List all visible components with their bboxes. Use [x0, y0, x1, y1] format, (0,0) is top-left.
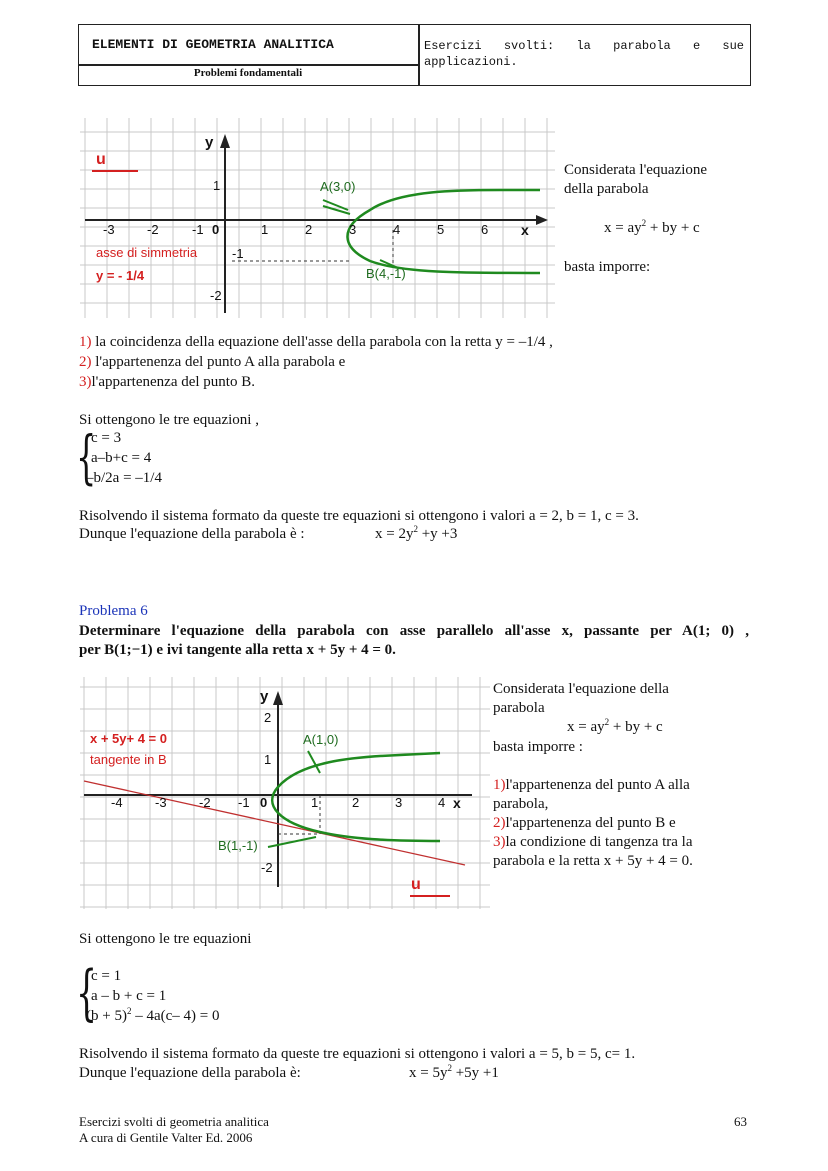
- graph2-x-tick: -2: [199, 795, 211, 810]
- graph1-x-tick: 6: [481, 222, 489, 237]
- graph-2: [80, 677, 490, 909]
- graph1-y-tick-minus1: -1: [232, 246, 244, 261]
- side1-line2: della parabola: [564, 181, 649, 197]
- result1-line2: Dunque l'equazione della parabola è :: [79, 526, 305, 542]
- graph1-x-label: x: [521, 222, 529, 238]
- graph1-x-tick: 2: [305, 222, 313, 237]
- x-axis-arrow: [536, 215, 548, 225]
- graph2-x-tick: 4: [438, 795, 446, 810]
- system1-intro: Si ottengono le tre equazioni ,: [79, 412, 259, 428]
- side2-item: 1)l'appartenenza del punto A alla: [493, 777, 690, 793]
- graph2-x-tick: -1: [238, 795, 250, 810]
- graph1-axis-equation: y = - 1/4: [96, 268, 145, 283]
- system2-eq1: c = 1: [91, 968, 122, 984]
- side1-line3: basta imporre:: [564, 259, 651, 275]
- graph2-x-label: x: [453, 795, 461, 811]
- graph1-x-tick: -1: [192, 222, 204, 237]
- system2-eq2: a – b + c = 1: [91, 988, 167, 1004]
- header-right-text: Esercizi svolti: la parabola e sue applicazioni.: [424, 39, 744, 69]
- side1-line1: Considerata l'equazione: [564, 162, 708, 178]
- result2-line2: Dunque l'equazione della parabola è:: [79, 1065, 301, 1081]
- footer-line1: Esercizi svolti di geometria analitica: [79, 1114, 269, 1129]
- condition-3: 3)l'appartenenza del punto B.: [79, 374, 255, 390]
- arrow-b: [268, 837, 316, 847]
- problem6-statement-2: per B(1;−1) e ivi tangente alla retta x + 5y + 4 = 0.: [79, 642, 396, 658]
- arrow-a: [308, 751, 320, 773]
- graph1-x-tick: 3: [349, 222, 357, 237]
- graph1-x-tick: 0: [212, 222, 220, 237]
- side2-line1: Considerata l'equazione della: [493, 681, 669, 697]
- graph2-x-tick: -3: [155, 795, 167, 810]
- y-axis-arrow: [220, 134, 230, 148]
- graph2-x-tick: -4: [111, 795, 123, 810]
- result2-equation: $x = 5y^2 +5y +1$: [409, 1063, 499, 1081]
- side2-line3: basta imporre :: [493, 739, 583, 755]
- graph2-line-caption: tangente in B: [90, 752, 167, 767]
- side2-item: 2)l'appartenenza del punto B e: [493, 815, 676, 831]
- graph1-y-tick-minus2: -2: [210, 288, 222, 303]
- graph2-x-tick: 1: [311, 795, 319, 810]
- graph1-x-tick: -3: [103, 222, 115, 237]
- system2-intro: Si ottengono le tre equazioni: [79, 931, 252, 947]
- graph1-axis-caption: asse di simmetria: [96, 245, 198, 260]
- system2-brace: {: [76, 958, 98, 1028]
- graph2-point-b: B(1,-1): [218, 838, 258, 853]
- system2-eq3: $(b + 5)^2 - 4a(c-$ 4) = 0: [86, 1006, 220, 1024]
- side2-equation: $x = ay^2$ + by + c: [567, 717, 663, 735]
- graph2-x-tick: 2: [352, 795, 360, 810]
- side2-item: parabola,: [493, 796, 549, 812]
- graph1-y-label: y: [205, 134, 214, 151]
- graph2-x-tick: 0: [260, 795, 268, 810]
- graph1-point-b: B(4,-1): [366, 266, 406, 281]
- page-number: 63: [734, 1114, 747, 1129]
- graph1-x-tick: 5: [437, 222, 445, 237]
- condition-1: 1) la coincidenza della equazione dell'asse della parabola con la retta y = –1/4 ,: [79, 334, 553, 350]
- graph1-x-tick: 1: [261, 222, 269, 237]
- result1-equation: $x = 2y^2 +y +3$: [375, 524, 458, 542]
- result2-line1: Risolvendo il sistema formato da queste tre equazioni si ottengono i valori a = 5, b = 5, c= 1.: [79, 1046, 636, 1062]
- graph2-y-tick-1: 1: [264, 752, 272, 767]
- system1-brace: {: [76, 423, 97, 491]
- graph2-line-eq: x + 5y+ 4 = 0: [90, 731, 167, 746]
- footer-line2: A cura di Gentile Valter Ed. 2006: [79, 1130, 253, 1145]
- problem6-statement-1: Determinare l'equazione della parabola con asse parallelo all'asse x, passante per A(1; 0) ,: [79, 623, 749, 639]
- graph1-x-tick: -2: [147, 222, 159, 237]
- graph2-y-tick-minus2: -2: [261, 860, 273, 875]
- system1-eq2: a–b+c = 4: [91, 450, 152, 466]
- side1-equation: $x = ay^2$ + by + c: [604, 218, 700, 236]
- header-title: ELEMENTI DI GEOMETRIA ANALITICA: [92, 37, 334, 52]
- graph1-y-tick-1: 1: [213, 178, 221, 193]
- side2-item: 3)la condizione di tangenza tra la: [493, 834, 693, 850]
- graph2-y-label: y: [260, 688, 269, 705]
- result1-line1: Risolvendo il sistema formato da queste tre equazioni si ottengono i valori a = 2, b = 1, c = 3.: [79, 508, 639, 524]
- graph2-legend-u: u: [411, 876, 421, 893]
- graph1-x-tick: 4: [393, 222, 401, 237]
- condition-2: 2) l'appartenenza del punto A alla parabola e: [79, 354, 346, 370]
- side2-line2: parabola: [493, 700, 545, 716]
- problem6-title: Problema 6: [79, 603, 148, 619]
- graph2-y-tick-2: 2: [264, 710, 272, 725]
- header-subtitle: Problemi fondamentali: [193, 67, 303, 79]
- system1-eq1: c = 3: [91, 430, 122, 446]
- graph2-x-tick: 3: [395, 795, 403, 810]
- graph1-point-a: A(3,0): [320, 179, 356, 194]
- graph1-legend-u: u: [96, 151, 106, 168]
- system1-eq3: –b/2a = –1/4: [86, 470, 162, 486]
- side2-item: parabola e la retta x + 5y + 4 = 0.: [493, 853, 693, 869]
- graph-1: [80, 118, 555, 318]
- graph2-point-a: A(1,0): [303, 732, 339, 747]
